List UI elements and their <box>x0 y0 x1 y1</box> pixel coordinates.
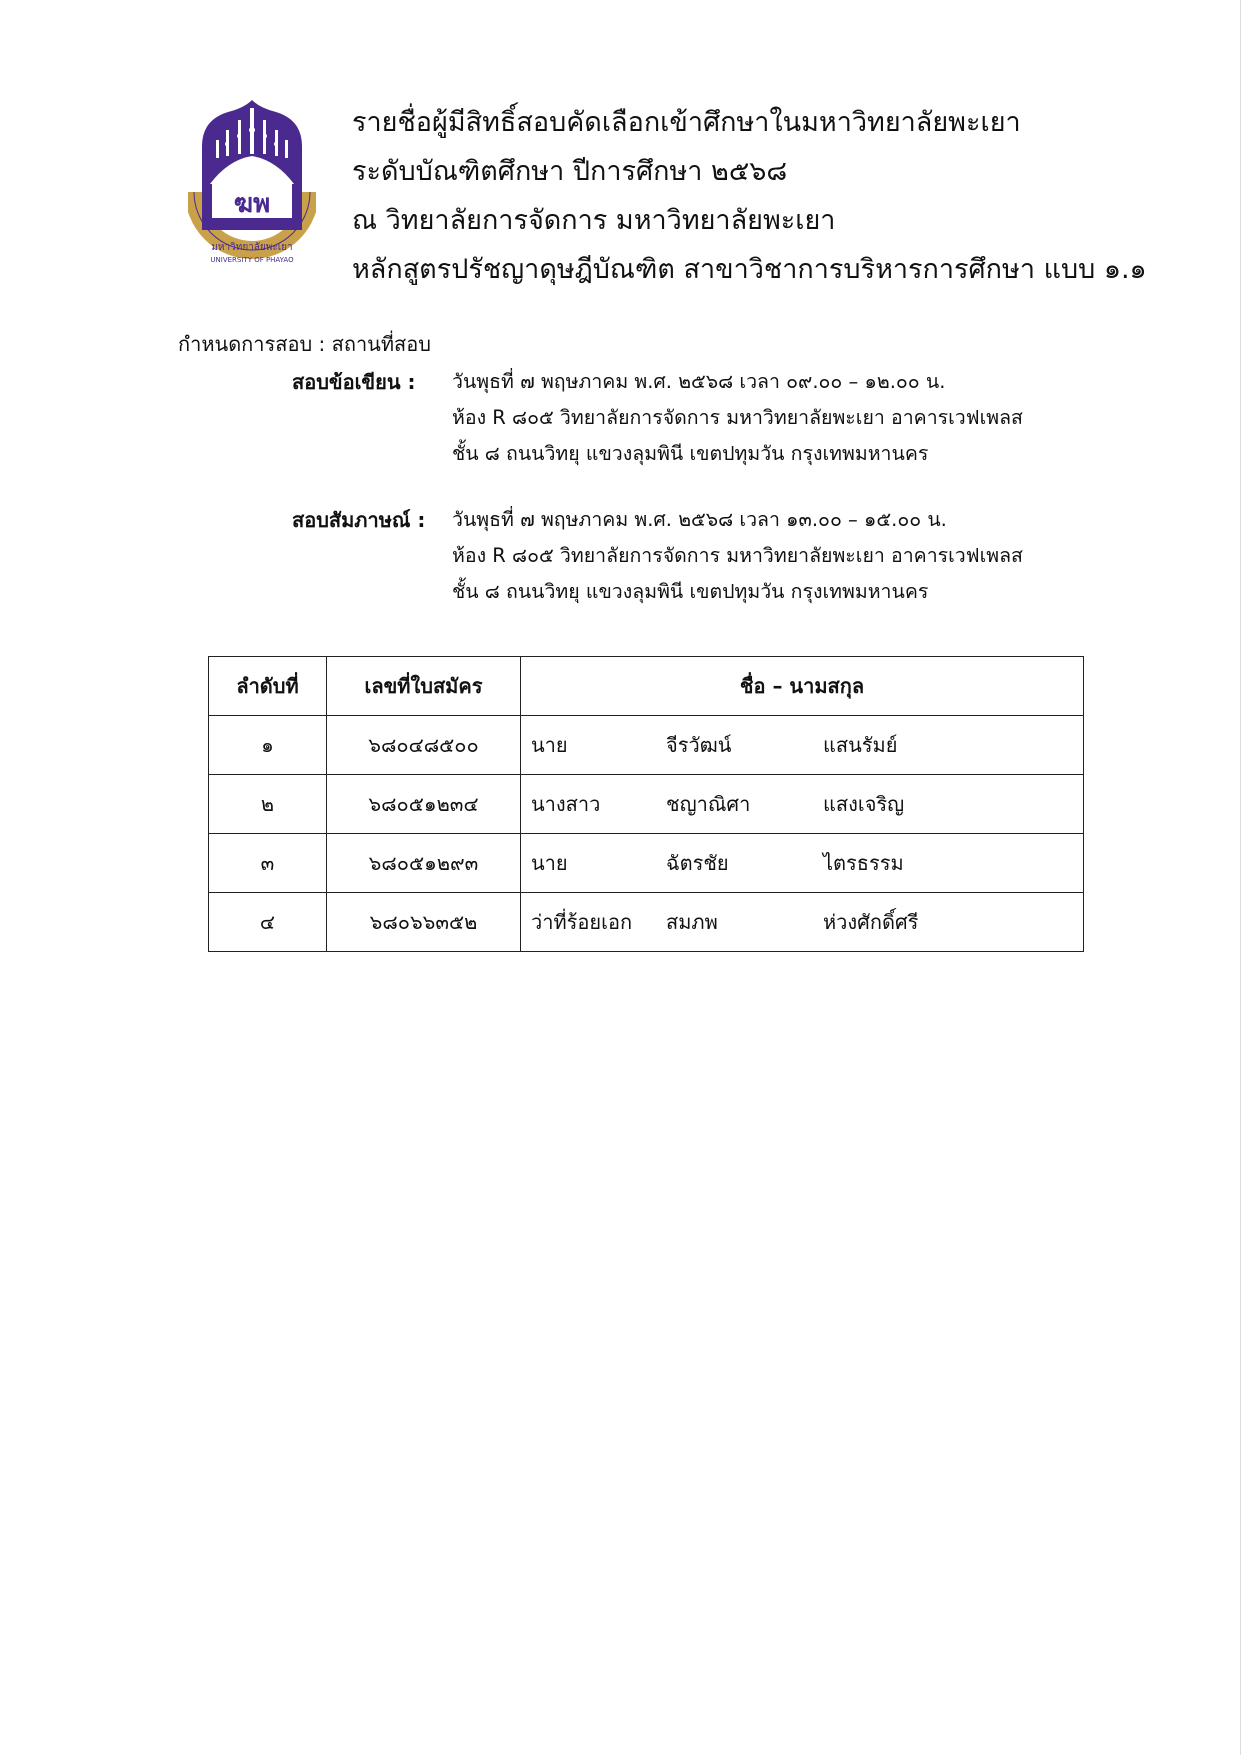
row-name <box>521 716 1084 775</box>
row-name <box>521 775 1084 834</box>
row-order: ๔ <box>209 893 327 952</box>
last-name: แสงเจริญ <box>823 792 905 816</box>
table-row <box>209 834 1084 893</box>
row-application-no: ๖๘๐๔๘๕๐๐ <box>327 716 521 775</box>
name-prefix: ว่าที่ร้อยเอก <box>531 910 633 934</box>
row-order: ๒ <box>209 775 327 834</box>
title-line-2: ระดับบัณฑิตศึกษา ปีการศึกษา ๒๕๖๘ <box>352 156 788 187</box>
candidate-table <box>208 656 1084 952</box>
title-line-3: ณ วิทยาลัยการจัดการ มหาวิทยาลัยพะเยา <box>352 205 836 236</box>
last-name: ห่วงศักดิ์ศรี <box>823 910 919 934</box>
name-prefix: นาย <box>531 851 568 875</box>
interview-line: ห้อง R ๘๐๕ วิทยาลัยการจัดการ มหาวิทยาลัยพะเยา อาคารเวฟเพลส <box>452 544 1023 567</box>
table-row <box>209 893 1084 952</box>
header-order: ลำดับที่ <box>209 657 327 716</box>
interview-line: วันพุธที่ ๗ พฤษภาคม พ.ศ. ๒๕๖๘ เวลา ๑๓.๐๐ – ๑๕.๐๐ น. <box>452 508 947 531</box>
name-prefix: นาย <box>531 733 568 757</box>
logo-ring-text: มหาวิทยาลัยพะเยา <box>211 242 293 253</box>
schedule-heading: กำหนดการสอบ : สถานที่สอบ <box>178 332 431 356</box>
row-application-no: ๖๘๐๕๑๒๙๓ <box>327 834 521 893</box>
written-exam-line: วันพุธที่ ๗ พฤษภาคม พ.ศ. ๒๕๖๘ เวลา ๐๙.๐๐ – ๑๒.๐๐ น. <box>452 370 946 393</box>
row-name <box>521 893 1084 952</box>
table-row <box>209 716 1084 775</box>
header-application-no: เลขที่ใบสมัคร <box>327 657 521 716</box>
written-exam-line: ห้อง R ๘๐๕ วิทยาลัยการจัดการ มหาวิทยาลัยพะเยา อาคารเวฟเพลส <box>452 406 1023 429</box>
logo-emblem <box>188 100 316 268</box>
last-name: แสนรัมย์ <box>823 733 898 757</box>
interview-label: สอบสัมภาษณ์ : <box>292 508 426 532</box>
row-application-no: ๖๘๐๖๖๓๕๒ <box>327 893 521 952</box>
written-exam-line: ชั้น ๘ ถนนวิทยุ แขวงลุมพินี เขตปทุมวัน กรุงเทพมหานคร <box>452 442 929 465</box>
table-row <box>209 775 1084 834</box>
interview-line: ชั้น ๘ ถนนวิทยุ แขวงลุมพินี เขตปทุมวัน กรุงเทพมหานคร <box>452 580 929 603</box>
first-name: สมภพ <box>666 910 718 934</box>
table-header-row <box>209 657 1084 716</box>
row-order: ๓ <box>209 834 327 893</box>
document-title <box>352 98 1147 294</box>
row-name <box>521 834 1084 893</box>
row-application-no: ๖๘๐๕๑๒๓๔ <box>327 775 521 834</box>
last-name: ไตรธรรม <box>823 851 904 875</box>
header-name: ชื่อ – นามสกุล <box>521 657 1084 716</box>
first-name: ชญาณิศา <box>666 792 751 816</box>
written-exam-label: สอบข้อเขียน : <box>292 370 416 394</box>
title-line-1: รายชื่อผู้มีสิทธิ์สอบคัดเลือกเข้าศึกษาในมหาวิทยาลัยพะเยา <box>352 107 1021 138</box>
university-logo <box>188 100 316 268</box>
name-prefix: นางสาว <box>531 792 601 816</box>
first-name: ฉัตรชัย <box>666 851 729 875</box>
first-name: จีรวัฒน์ <box>666 733 732 757</box>
row-order: ๑ <box>209 716 327 775</box>
logo-mark-text: ฆพ <box>233 189 271 219</box>
logo-ring-text-en: UNIVERSITY OF PHAYAO <box>210 256 294 264</box>
title-line-4: หลักสูตรปรัชญาดุษฎีบัณฑิต สาขาวิชาการบริหารการศึกษา แบบ ๑.๑ <box>352 254 1147 285</box>
